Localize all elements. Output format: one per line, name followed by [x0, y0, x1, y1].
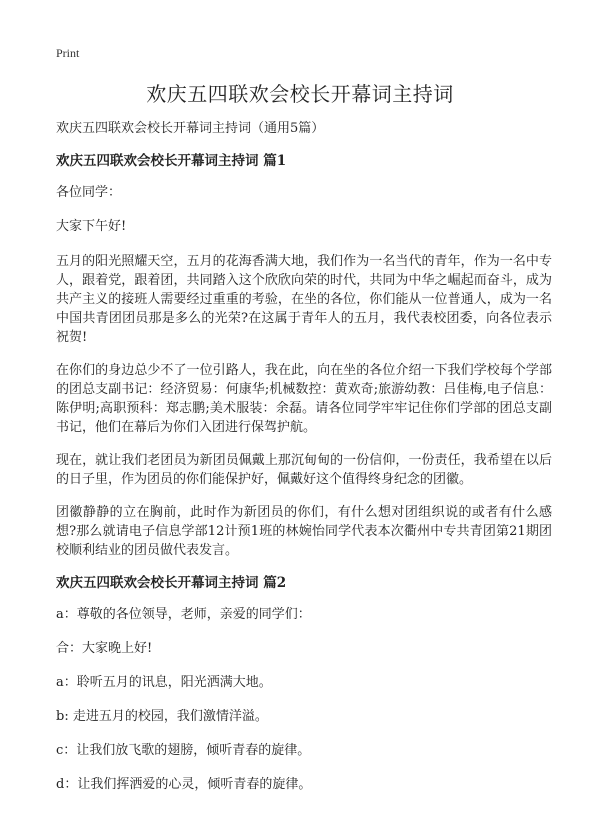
- dialogue-line: a：尊敬的各位领导，老师，亲爱的同学们：: [56, 607, 311, 622]
- dialogue-line: 合：大家晚上好!: [56, 641, 153, 656]
- hello-line: 大家下午好!: [56, 219, 127, 234]
- print-link[interactable]: Print: [56, 46, 80, 60]
- dialogue-line: a：聆听五月的讯息，阳光洒满大地。: [56, 675, 272, 690]
- document-subtitle: 欢庆五四联欢会校长开幕词主持词（通用5篇）: [56, 121, 325, 136]
- dialogue-line: d：让我们挥洒爱的心灵，倾听青春的旋律。: [56, 777, 312, 792]
- dialogue-line: c：让我们放飞歌的翅膀，倾听青春的旋律。: [56, 743, 311, 758]
- document-body: [56, 120, 552, 810]
- dialogue-line: b: 走进五月的校园，我们激情洋溢。: [56, 709, 268, 724]
- document-title: 欢庆五四联欢会校长开幕词主持词: [146, 82, 454, 106]
- section-heading-2: 欢庆五四联欢会校长开幕词主持词 篇2: [56, 575, 287, 591]
- paragraph-4: 团徽静静的立在胸前，此时作为新团员的你们，有什么想对团组织说的或者有什么感想?那么就请电子信息学部12计预1班的林婉怡同学代表本次衢州中专共青团第21期团校顺利结业的团员做代表发言。: [56, 505, 552, 558]
- paragraph-1: 五月的阳光照耀天空，五月的花海香满大地，我们作为一名当代的青年，作为一名中专人，跟着党，跟着团，共同踏入这个欣欣向荣的时代，共同为中华之崛起而奋斗，成为共产主义的接班人需要经过重重的考验，在坐的各位，你们能从一位普通人，成为一名中国共青团团员那是多么的光荣?在这属于青年人的五月，我代表校团委，向各位表示祝贺!: [56, 254, 552, 345]
- paragraph-2: 在你们的身边总少不了一位引路人，我在此，向在坐的各位介绍一下我们学校每个学部的团总支副书记：经济贸易：何康华;机械数控：黄欢奇;旅游幼教：吕佳梅,电子信息：陈伊明;高职预科：郑志鹏;美术服装：余磊。请各位同学牢牢记住你们学部的团总支副书记，他们在幕后为你们入团进行保驾护航。: [56, 363, 552, 435]
- greeting-line: 各位同学：: [56, 185, 122, 200]
- section-heading-1: 欢庆五四联欢会校长开幕词主持词 篇1: [56, 153, 287, 169]
- paragraph-3: 现在，就让我们老团员为新团员佩戴上那沉甸甸的一份信仰，一份责任，我希望在以后的日子里，作为团员的你们能保护好，佩戴好这个值得终身纪念的团徽。: [56, 453, 552, 487]
